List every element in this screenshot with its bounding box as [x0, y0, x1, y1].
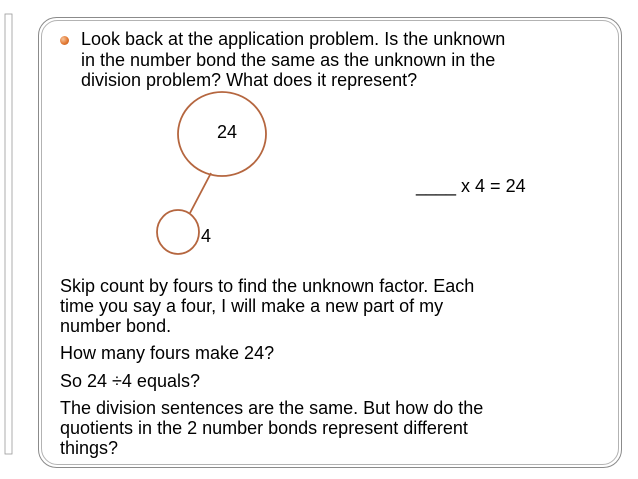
number-bond: [157, 92, 266, 254]
question-division: So 24 ÷4 equals?: [60, 371, 200, 391]
part-circle: [157, 210, 199, 254]
bond-whole-value: 24: [217, 122, 238, 142]
multiplication-equation: ____ x 4 = 24: [416, 176, 526, 196]
bullet-text: Look back at the application problem. Is the unknown in the number bond the same as the unknown in the division problem? What does it represent?: [81, 29, 506, 90]
left-edge-bar: [5, 14, 12, 454]
question-fours: How many fours make 24?: [60, 343, 275, 363]
bond-part-value: 4: [201, 226, 212, 246]
bond-connector: [190, 173, 211, 213]
bullet-icon: [60, 36, 69, 45]
instruction-paragraph: Skip count by fours to find the unknown factor. Each time you say a four, I will make a new part of my number bond.: [60, 276, 475, 336]
closing-question: The division sentences are the same. But how do the quotients in the 2 number bonds represent different things?: [60, 398, 484, 458]
